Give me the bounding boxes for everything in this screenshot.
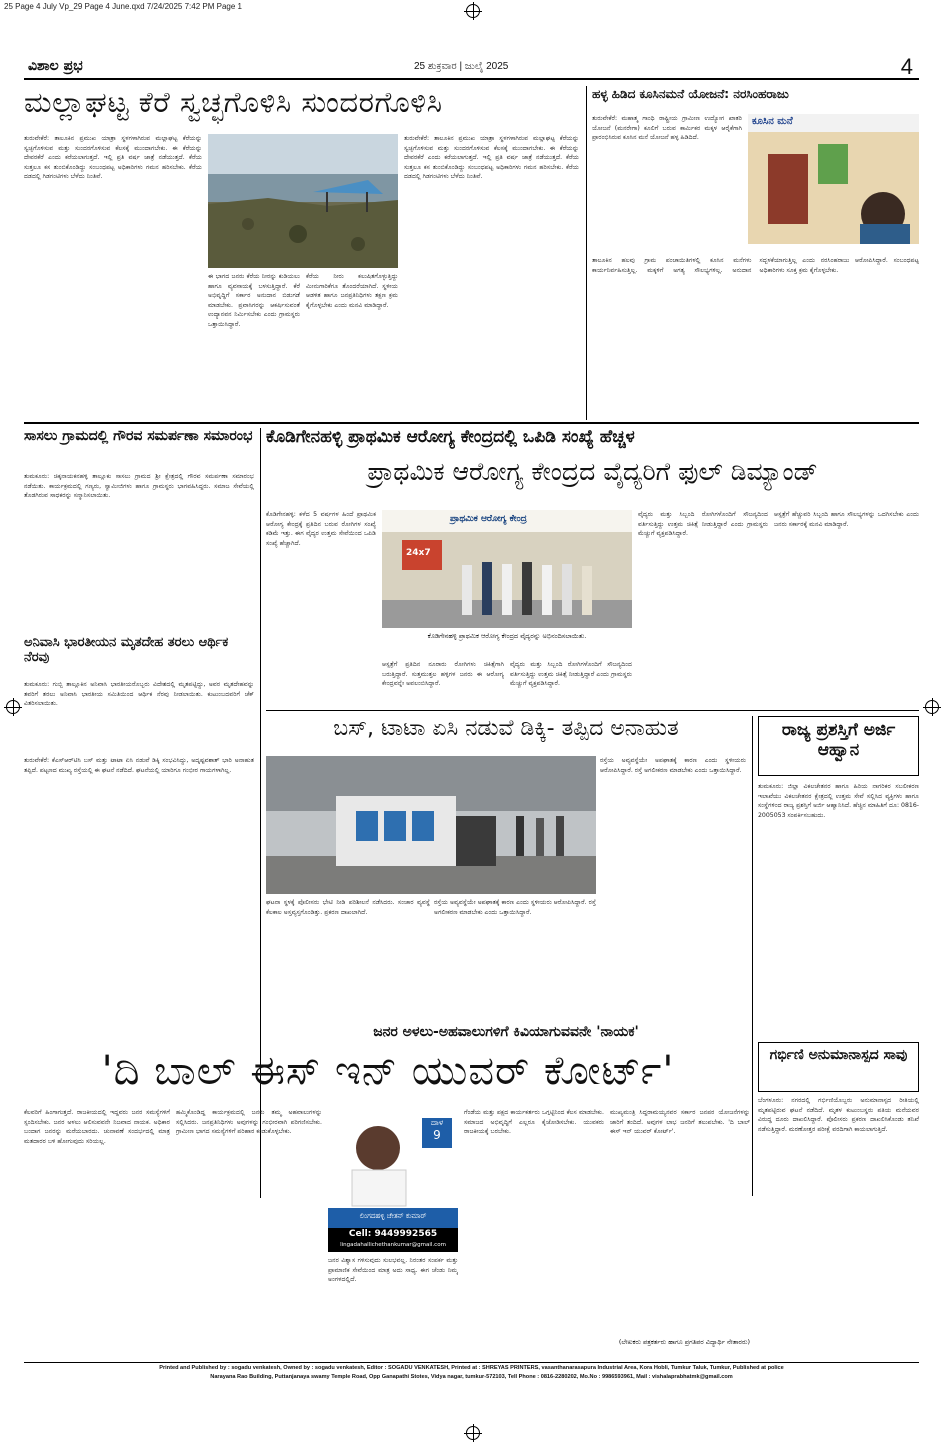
- story5-kicker-box: [266, 428, 919, 456]
- author-contact: [328, 1228, 458, 1252]
- registration-mark-bottom: [466, 1426, 480, 1440]
- story8-headline-box: [758, 1042, 919, 1092]
- kusina-mane-photo: [748, 114, 919, 244]
- imprint-line-2: Narayana Rao Building, Puttanjanaya swamy Temple Road, Opp Ganapathi Stotes, Vidya nagar, tumkur-572103, Tell Phone : 0816-2280202, Mo.No : 9986593961, Mail : vishalaprabhatmk@gmail.com: [210, 1373, 733, 1380]
- story3-headline-box: [24, 428, 254, 468]
- imprint-line-1: Printed and Published by : sogadu venkatesh, Owned by : sogadu venkatesh, Editor : SOGADU VENKATESH, Printed at : SHREYAS PRINTERS, vasanthanarasapura Industrial Area, Kora Hobli, Tumkur Taluk, Tumkur, Published at police: [159, 1365, 784, 1371]
- column-badge-label: ದಾಳ: [430, 1118, 444, 1127]
- story5-headline: ಪ್ರಾಥಮಿಕ ಆರೋಗ್ಯ ಕೇಂದ್ರದ ವೈದ್ಯರಿಗೆ ಫುಲ್ ಡಿಮ್ಯಾಂಡ್: [367, 458, 818, 486]
- story6-col-4: ರಸ್ತೆಯ ಅವ್ಯವಸ್ಥೆಯೇ ಅಪಘಾತಕ್ಕೆ ಕಾರಣ ಎಂದು ಸ್ಥಳೀಯರು ಆರೋಪಿಸಿದ್ದಾರೆ. ರಸ್ತೆ ಅಗಲೀಕರಣ ಮಾಡಬೇಕು ಎಂದು ಒತ್ತಾಯಿಸಿದ್ದಾರೆ.: [434, 899, 596, 916]
- story2-headline-box: [592, 88, 919, 108]
- print-slug: 25 Page 4 July Vp_29 Page 4 June.qxd 7/24/2025 7:42 PM Page 1: [4, 2, 242, 11]
- story1-headline: ಮಲ್ಲಾಘಟ್ಟ ಕೆರೆ ಸ್ವಚ್ಛಗೊಳಿಸಿ ಸುಂದರಗೊಳಿಸಿ: [24, 86, 443, 119]
- column-col-2: ಹಮ್ಮಿಕೊಂಡಿದ್ದ ಕಾರ್ಯಕ್ರಮದಲ್ಲಿ ಜನರು ತಮ್ಮ ಅಹವಾಲುಗಳನ್ನು ಸಲ್ಲಿಸಿದರು. ಜನಪ್ರತಿನಿಧಿಗಳು ಅವುಗಳನ್ನು ಗಂಭೀರವಾಗಿ ಪರಿಗಣಿಸಬೇಕು. ಗ್ರಾಮೀಣ ಭಾಗದ ಸಮಸ್ಯೆಗಳಿಗೆ ಪರಿಹಾರ ಕಂಡುಕೊಳ್ಳಬೇಕು.: [176, 1109, 322, 1136]
- column-kicker: ಜನರ ಅಳಲು-ಅಹವಾಲುಗಳಿಗೆ ಕಿವಿಯಾಗುವವನೇ 'ನಾಯಕ': [373, 1024, 639, 1040]
- story6-col-3: ರಸ್ತೆಯ ಅವ್ಯವಸ್ಥೆಯೇ ಅಪಘಾತಕ್ಕೆ ಕಾರಣ ಎಂದು ಸ್ಥಳೀಯರು ಆರೋಪಿಸಿದ್ದಾರೆ. ರಸ್ತೆ ಅಗಲೀಕರಣ ಮಾಡಬೇಕು ಎಂದು ಒತ್ತಾಯಿಸಿದ್ದಾರೆ.: [600, 757, 746, 774]
- story2-col-2: ತಾಲೂಕಿನ ಹಲವು ಗ್ರಾಮ ಪಂಚಾಯಿತಿಗಳಲ್ಲಿ ಕೂಸಿನ ಮನೆಗಳು ಕಾರ್ಯನಿರ್ವಹಿಸುತ್ತಿಲ್ಲ. ಮಕ್ಕಳಿಗೆ ಅಗತ್ಯ ಸೌಲಭ್ಯಗಳಿಲ್ಲ. ಅನುದಾನ ಸದ್ಬಳಕೆಯಾಗುತ್ತಿಲ್ಲ ಎಂದು ನರಸಿಂಹರಾಜು ಆರೋಪಿಸಿದ್ದಾರೆ. ಸಂಬಂಧಪಟ್ಟ ಅಧಿಕಾರಿಗಳು ಸೂಕ್ತ ಕ್ರಮ ಕೈಗೊಳ್ಳಬೇಕು.: [592, 257, 919, 274]
- accident-image: [266, 756, 596, 894]
- section-rule-mid: [266, 710, 919, 711]
- kusina-mane-sign: ಕೂಸಿನ ಮನೆ: [752, 116, 793, 127]
- story5-col-5: ಆಸ್ಪತ್ರೆಗೆ ಹೆಚ್ಚುವರಿ ಸಿಬ್ಬಂದಿ ಹಾಗೂ ಸೌಲಭ್ಯಗಳನ್ನು ಒದಗಿಸಬೇಕು ಎಂದು ಜನರು ಸರ್ಕಾರಕ್ಕೆ ಮನವಿ ಮಾಡಿದ್ದಾರೆ.: [774, 511, 919, 528]
- column-rule: [586, 86, 587, 420]
- column-col-4: ಗೆಂಡೆಯ ಮತ್ತು ಪಕ್ಷದ ಕಾರ್ಯಕರ್ತರು ಒಗ್ಗಟ್ಟಿನಿಂದ ಕೆಲಸ ಮಾಡಬೇಕು. ಸಮಾಜದ ಅಭಿವೃದ್ಧಿಗೆ ಎಲ್ಲರೂ ಕೈಜೋಡಿಸಬೇಕು. ಯುವಕರು ರಾಜಕೀಯಕ್ಕೆ ಬರಬೇಕು.: [464, 1109, 604, 1136]
- story8-headline: ಗರ್ಭಿಣಿ ಅನುಮಾನಾಸ್ಪದ ಸಾವು: [769, 1047, 908, 1063]
- health-centre-sign-24x7: 24x7: [406, 548, 431, 558]
- story5-col-2: ಆಸ್ಪತ್ರೆಗೆ ಪ್ರತಿದಿನ ನೂರಾರು ರೋಗಿಗಳು ಚಿಕಿತ್ಸೆಗಾಗಿ ಬರುತ್ತಿದ್ದಾರೆ. ಸುತ್ತಮುತ್ತಲ ಹಳ್ಳಿಗಳ ಜನರು ಈ ಆರೋಗ್ಯ ಕೇಂದ್ರವನ್ನೇ ಅವಲಂಬಿಸಿದ್ದಾರೆ.: [382, 661, 504, 688]
- story4-body: ತುಮಕೂರು: ಗುಬ್ಬಿ ತಾಲ್ಲೂಕಿನ ಅನಿವಾಸಿ ಭಾರತೀಯರೊಬ್ಬರು ವಿದೇಶದಲ್ಲಿ ಮೃತಪಟ್ಟಿದ್ದು, ಅವರ ಮೃತದೇಹವನ್ನು ತವರಿಗೆ ತರಲು ಅನಿವಾಸಿ ಭಾರತೀಯ ಸಮಿತಿಯಿಂದ ಆರ್ಥಿಕ ನೆರವು ನೀಡಲಾಯಿತು. ಕುಟುಂಬದವರಿಗೆ ಚೆಕ್ ವಿತರಿಸಲಾಯಿತು.: [24, 681, 254, 708]
- story1-headline-box: [24, 86, 579, 126]
- column-col-3: ಜನರ ವಿಶ್ವಾಸ ಗಳಿಸುವುದು ಸುಲಭವಲ್ಲ. ನಿರಂತರ ಸಂಪರ್ಕ ಮತ್ತು ಪ್ರಾಮಾಣಿಕ ಸೇವೆಯಿಂದ ಮಾತ್ರ ಅದು ಸಾಧ್ಯ. ಈಗ ಚೆಂಡು ನಿಮ್ಮ ಅಂಗಳದಲ್ಲಿದೆ.: [328, 1257, 458, 1284]
- story3-body: ತುಮಕೂರು: ಚಿಕ್ಕನಾಯಕನಹಳ್ಳಿ ತಾಲ್ಲೂಕು ಸಾಸಲು ಗ್ರಾಮದ ಶ್ರೀ ಕ್ಷೇತ್ರದಲ್ಲಿ ಗೌರವ ಸಮರ್ಪಣಾ ಸಮಾರಂಭ ನಡೆಯಿತು. ಕಾರ್ಯಕ್ರಮದಲ್ಲಿ ಗಣ್ಯರು, ಸ್ವಾಮೀಜಿಗಳು ಹಾಗೂ ಗ್ರಾಮಸ್ಥರು ಭಾಗವಹಿಸಿದ್ದರು. ಸಮಾಜ ಸೇವೆಯಲ್ಲಿ ತೊಡಗಿರುವ ಸಾಧಕರನ್ನು ಸನ್ಮಾನಿಸಲಾಯಿತು.: [24, 473, 254, 500]
- story6-headline-box: [266, 716, 746, 752]
- author-photo: [328, 1108, 458, 1228]
- health-centre-photo: [382, 510, 632, 628]
- story8-body: ಬೆಂಗಳೂರು: ನಗರದಲ್ಲಿ ಗರ್ಭಿಣಿಯೊಬ್ಬರು ಅನುಮಾನಾಸ್ಪದ ರೀತಿಯಲ್ಲಿ ಮೃತಪಟ್ಟಿರುವ ಘಟನೆ ನಡೆದಿದೆ. ಮೃತಳ ಕುಟುಂಬಸ್ಥರು ಪತಿಯ ಮನೆಯವರ ವಿರುದ್ಧ ದೂರು ದಾಖಲಿಸಿದ್ದಾರೆ. ಪೊಲೀಸರು ಪ್ರಕರಣ ದಾಖಲಿಸಿಕೊಂಡು ತನಿಖೆ ನಡೆಸುತ್ತಿದ್ದಾರೆ. ಮರಣೋತ್ತರ ಪರೀಕ್ಷೆ ವರದಿಗಾಗಿ ಕಾಯಲಾಗುತ್ತಿದೆ.: [758, 1097, 919, 1133]
- column-headline-box: [28, 1048, 748, 1102]
- registration-mark-left: [6, 700, 20, 714]
- lake-photo: [208, 134, 398, 268]
- story6-col-1: ತುರುವೇಕೆರೆ: ಕೆಎಸ್‌ಆರ್‌ಟಿಸಿ ಬಸ್ ಮತ್ತು ಟಾಟಾ ಏಸಿ ನಡುವೆ ಡಿಕ್ಕಿ ಸಂಭವಿಸಿದ್ದು, ಅದೃಷ್ಟವಶಾತ್ ಭಾರಿ ಅನಾಹುತ ತಪ್ಪಿದೆ. ಪಟ್ಟಣದ ಮುಖ್ಯ ರಸ್ತೆಯಲ್ಲಿ ಈ ಘಟನೆ ನಡೆದಿದೆ. ಘಟನೆಯಲ್ಲಿ ಯಾರಿಗೂ ಗಂಭೀರ ಗಾಯಗಳಾಗಿಲ್ಲ.: [24, 757, 254, 774]
- story1-col-2: ಈ ಭಾಗದ ಜನರು ಕೆರೆಯ ನೀರನ್ನು ಕುಡಿಯಲು ಹಾಗೂ ವ್ಯವಸಾಯಕ್ಕೆ ಬಳಸುತ್ತಿದ್ದಾರೆ. ಕೆರೆ ಅಭಿವೃದ್ಧಿಗೆ ಸರ್ಕಾರ ಅನುದಾನ ಬಿಡುಗಡೆ ಮಾಡಬೇಕು. ಪ್ರವಾಸಿಗರನ್ನು ಆಕರ್ಷಿಸುವಂತೆ ಉದ್ಯಾನವನ ನಿರ್ಮಿಸಬೇಕು ಎಂದು ಗ್ರಾಮಸ್ಥರು ಒತ್ತಾಯಿಸಿದ್ದಾರೆ.: [208, 273, 300, 329]
- newspaper-page: [24, 56, 919, 1388]
- story4-headline: ಅನಿವಾಸಿ ಭಾರತೀಯನ ಮೃತದೇಹ ತರಲು ಆರ್ಥಿಕ ನೆರವು: [24, 636, 229, 665]
- story1-col-1: ತುರುವೇಕೆರೆ: ತಾಲೂಕಿನ ಪ್ರಮುಖ ಯಾತ್ರಾ ಸ್ಥಳಗಳಾಗಿರುವ ಮಲ್ಲಾಘಟ್ಟ ಕೆರೆಯನ್ನು ಸ್ವಚ್ಛಗೊಳಿಸುವ ಮತ್ತು ಸುಂದರಗೊಳಿಸುವ ಕೆಲಸಕ್ಕೆ ಮುಂದಾಗಬೇಕು. ಈ ಕೆರೆಯನ್ನು ದೇವರಕೆರೆ ಎಂದು ಕರೆಯಲಾಗುತ್ತದೆ. ಇಲ್ಲಿ ಪ್ರತಿ ವರ್ಷ ಜಾತ್ರೆ ನಡೆಯುತ್ತದೆ. ಕೆರೆಯ ಸುತ್ತಲೂ ಕಸ ತುಂಬಿಕೊಂಡಿದ್ದು ಸಂಬಂಧಪಟ್ಟ ಅಧಿಕಾರಿಗಳು ಗಮನ ಹರಿಸಬೇಕು. ಕೆರೆಯ ದಡದಲ್ಲಿ ಗಿಡಗಂಟಿಗಳು ಬೆಳೆದು ನಿಂತಿವೆ.: [24, 135, 202, 181]
- story2-col-1: ತುರುವೇಕೆರೆ: ಮಹಾತ್ಮ ಗಾಂಧಿ ರಾಷ್ಟ್ರೀಯ ಗ್ರಾಮೀಣ ಉದ್ಯೋಗ ಖಾತರಿ ಯೋಜನೆ (ಮನರೇಗಾ) ಕೂಲಿಗೆ ಬರುವ ಕಾರ್ಮಿಕರ ಮಕ್ಕಳ ಆರೈಕೆಗಾಗಿ ಪ್ರಾರಂಭಿಸಿರುವ ಕೂಸಿನ ಮನೆ ಯೋಜನೆ ಹಳ್ಳ ಹಿಡಿದಿದೆ.: [592, 115, 742, 142]
- issue-date: 25 ಶುಕ್ರವಾರ | ಜುಲೈ 2025: [414, 61, 509, 72]
- health-centre-image: [382, 510, 632, 628]
- column-kicker-box: [266, 1024, 746, 1046]
- story7-headline-box: [758, 716, 919, 776]
- imprint: [24, 1364, 919, 1388]
- column-rule-right: [752, 716, 753, 1196]
- column-headline: 'ದಿ ಬಾಲ್ ಈಸ್ ಇನ್ ಯುವರ್ ಕೋರ್ಟ್': [101, 1048, 675, 1094]
- story1-col-4: ತುರುವೇಕೆರೆ: ತಾಲೂಕಿನ ಪ್ರಮುಖ ಯಾತ್ರಾ ಸ್ಥಳಗಳಾಗಿರುವ ಮಲ್ಲಾಘಟ್ಟ ಕೆರೆಯನ್ನು ಸ್ವಚ್ಛಗೊಳಿಸುವ ಮತ್ತು ಸುಂದರಗೊಳಿಸುವ ಕೆಲಸಕ್ಕೆ ಮುಂದಾಗಬೇಕು. ಈ ಕೆರೆಯನ್ನು ದೇವರಕೆರೆ ಎಂದು ಕರೆಯಲಾಗುತ್ತದೆ. ಇಲ್ಲಿ ಪ್ರತಿ ವರ್ಷ ಜಾತ್ರೆ ನಡೆಯುತ್ತದೆ. ಕೆರೆಯ ಸುತ್ತಲೂ ಕಸ ತುಂಬಿಕೊಂಡಿದ್ದು ಸಂಬಂಧಪಟ್ಟ ಅಧಿಕಾರಿಗಳು ಗಮನ ಹರಿಸಬೇಕು. ಕೆರೆಯ ದಡದಲ್ಲಿ ಗಿಡಗಂಟಿಗಳು ಬೆಳೆದು ನಿಂತಿವೆ.: [404, 135, 579, 181]
- story3-headline: ಸಾಸಲು ಗ್ರಾಮದಲ್ಲಿ ಗೌರವ ಸಮರ್ಪಣಾ ಸಮಾರಂಭ: [24, 428, 253, 444]
- accident-photo: [266, 756, 596, 894]
- story6-col-2: ಘಟನಾ ಸ್ಥಳಕ್ಕೆ ಪೊಲೀಸರು ಭೇಟಿ ನೀಡಿ ಪರಿಶೀಲನೆ ನಡೆಸಿದರು. ಸಂಚಾರ ವ್ಯವಸ್ಥೆ ಕೆಲಕಾಲ ಅಸ್ತವ್ಯಸ್ತಗೊಂಡಿತ್ತು. ಪ್ರಕರಣ ದಾಖಲಾಗಿದೆ.: [266, 899, 430, 916]
- story5-col-4: ವೈದ್ಯರು ಮತ್ತು ಸಿಬ್ಬಂದಿ ರೋಗಿಗಳೊಂದಿಗೆ ಸೌಜನ್ಯದಿಂದ ವರ್ತಿಸುತ್ತಿದ್ದು ಉತ್ತಮ ಚಿಕಿತ್ಸೆ ನೀಡುತ್ತಿದ್ದಾರೆ ಎಂದು ಗ್ರಾಮಸ್ಥರು ಮೆಚ್ಚುಗೆ ವ್ಯಕ್ತಪಡಿಸಿದ್ದಾರೆ.: [638, 511, 768, 538]
- story5-col-3: ವೈದ್ಯರು ಮತ್ತು ಸಿಬ್ಬಂದಿ ರೋಗಿಗಳೊಂದಿಗೆ ಸೌಜನ್ಯದಿಂದ ವರ್ತಿಸುತ್ತಿದ್ದು ಉತ್ತಮ ಚಿಕಿತ್ಸೆ ನೀಡುತ್ತಿದ್ದಾರೆ ಎಂದು ಗ್ರಾಮಸ್ಥರು ಮೆಚ್ಚುಗೆ ವ್ಯಕ್ತಪಡಿಸಿದ್ದಾರೆ.: [510, 661, 632, 688]
- story6-headline: ಬಸ್, ಟಾಟಾ ಏಸಿ ನಡುವೆ ಡಿಕ್ಕಿ- ತಪ್ಪಿದ ಅನಾಹುತ: [333, 716, 679, 741]
- section-rule: [24, 422, 919, 424]
- page-number: 4: [900, 54, 913, 79]
- column-col-5: ಮುಖ್ಯಮಂತ್ರಿ ಸಿದ್ದರಾಮಯ್ಯನವರ ಸರ್ಕಾರ ಜನಪರ ಯೋಜನೆಗಳನ್ನು ಜಾರಿಗೆ ತಂದಿದೆ. ಅವುಗಳ ಲಾಭ ಜನರಿಗೆ ತಲುಪಬೇಕು. 'ದಿ ಬಾಲ್ ಈಸ್ ಇನ್ ಯುವರ್ ಕೋರ್ಟ್'.: [610, 1109, 750, 1136]
- imprint-rule: [24, 1362, 919, 1363]
- story7-body: ತುಮಕೂರು: ಜಿಲ್ಲಾ ವಿಕಲಚೇತನರ ಹಾಗೂ ಹಿರಿಯ ನಾಗರಿಕರ ಸಬಲೀಕರಣ ಇಲಾಖೆಯು ವಿಕಲಚೇತನರ ಕ್ಷೇತ್ರದಲ್ಲಿ ಉತ್ತಮ ಸೇವೆ ಸಲ್ಲಿಸಿದ ವ್ಯಕ್ತಿಗಳು ಹಾಗೂ ಸಂಸ್ಥೆಗಳಿಂದ ರಾಜ್ಯ ಪ್ರಶಸ್ತಿಗೆ ಅರ್ಜಿ ಆಹ್ವಾನಿಸಿದೆ. ಹೆಚ್ಚಿನ ಮಾಹಿತಿಗೆ ದೂ: 0816-2005053 ಸಂಪರ್ಕಿಸಬಹುದು.: [758, 783, 919, 819]
- column-author-name: ಲಿಂಗದಹಳ್ಳಿ ಚೇತನ್ ಕುಮಾರ್: [359, 1212, 427, 1220]
- story5-kicker: ಕೊಡಿಗೇನಹಳ್ಳಿ ಪ್ರಾಥಮಿಕ ಆರೋಗ್ಯ ಕೇಂದ್ರದಲ್ಲಿ ಒಪಿಡಿ ಸಂಖ್ಯೆ ಹೆಚ್ಚಳ: [266, 428, 635, 447]
- author-email: lingadahallichethankumar@gmail.com: [340, 1242, 446, 1248]
- story4-headline-box: [24, 636, 254, 676]
- paper-name: ವಿಶಾಲ ಪ್ರಭ: [28, 58, 83, 74]
- health-centre-sign: ಪ್ರಾಥಮಿಕ ಆರೋಗ್ಯ ಕೇಂದ್ರ: [450, 514, 527, 524]
- health-centre-caption: ಕೊಡಿಗೇನಹಳ್ಳಿ ಪ್ರಾಥಮಿಕ ಆರೋಗ್ಯ ಕೇಂದ್ರದ ವೈದ್ಯರನ್ನು ಅಭಿನಂದಿಸಲಾಯಿತು.: [427, 632, 587, 640]
- column-author-note: (ಲೇಖಕರು ಪತ್ರಕರ್ತರು ಹಾಗೂ ಪ್ರಗತಿಪರ ವಿದ್ಯಾರ್ಥಿ ನೇತಾರರು): [618, 1338, 750, 1346]
- lake-photo-image: [208, 134, 398, 268]
- story7-headline: ರಾಜ್ಯ ಪ್ರಶಸ್ತಿಗೆ ಅರ್ಜಿ ಆಹ್ವಾನ: [781, 720, 896, 760]
- kusina-mane-image: [748, 114, 919, 244]
- story2-headline: ಹಳ್ಳ ಹಿಡಿದ ಕೂಸಿನಮನೆ ಯೋಜನೆ: ನರಸಿಂಹರಾಜು: [592, 88, 789, 101]
- story1-col-3: ಕೆರೆಯ ನೀರು ಕಲುಷಿತಗೊಳ್ಳುತ್ತಿದ್ದು ಮೀನುಗಾರಿಕೆಗೂ ತೊಂದರೆಯಾಗಿದೆ. ಸ್ಥಳೀಯ ಆಡಳಿತ ಹಾಗೂ ಜನಪ್ರತಿನಿಧಿಗಳು ತಕ್ಷಣ ಕ್ರಮ ಕೈಗೊಳ್ಳಬೇಕು ಎಂದು ಮನವಿ ಮಾಡಿದ್ದಾರೆ.: [306, 273, 398, 309]
- story5-headline-box: [266, 458, 919, 502]
- story5-col-1: ಕೊಡಿಗೇನಹಳ್ಳಿ: ಕಳೆದ 5 ವರ್ಷಗಳ ಹಿಂದೆ ಪ್ರಾಥಮಿಕ ಆರೋಗ್ಯ ಕೇಂದ್ರಕ್ಕೆ ಪ್ರತಿದಿನ ಬರುವ ರೋಗಿಗಳ ಸಂಖ್ಯೆ ಕಡಿಮೆ ಇತ್ತು. ಈಗ ವೈದ್ಯರ ಉತ್ತಮ ಸೇವೆಯಿಂದ ಒಪಿಡಿ ಸಂಖ್ಯೆ ಹೆಚ್ಚಾಗಿದೆ.: [266, 511, 376, 547]
- column-col-1: ಕೆಲವರಿಗೆ ಹಿಂಗಾಗುತ್ತದೆ. ರಾಜಕೀಯದಲ್ಲಿ ಇದ್ದವರು ಜನರ ಸಮಸ್ಯೆಗಳಿಗೆ ಸ್ಪಂದಿಸಬೇಕು. ಜನರ ಅಳಲು ಆಲಿಸುವವನೇ ನಿಜವಾದ ನಾಯಕ. ಅಧಿಕಾರ ಬಂದಾಗ ಜನರನ್ನು ಮರೆಯಬಾರದು. ಚುನಾವಣೆ ಸಂದರ್ಭದಲ್ಲಿ ಮಾತ್ರ ಮತದಾರರ ಬಳಿ ಹೋಗುವುದು ಸರಿಯಲ್ಲ.: [24, 1109, 170, 1145]
- column-badge-number: 9: [433, 1128, 441, 1142]
- author-cell: Cell: 9449992565: [348, 1229, 438, 1239]
- masthead: [24, 56, 919, 80]
- registration-mark-right: [925, 700, 939, 714]
- registration-mark-top: [466, 4, 480, 18]
